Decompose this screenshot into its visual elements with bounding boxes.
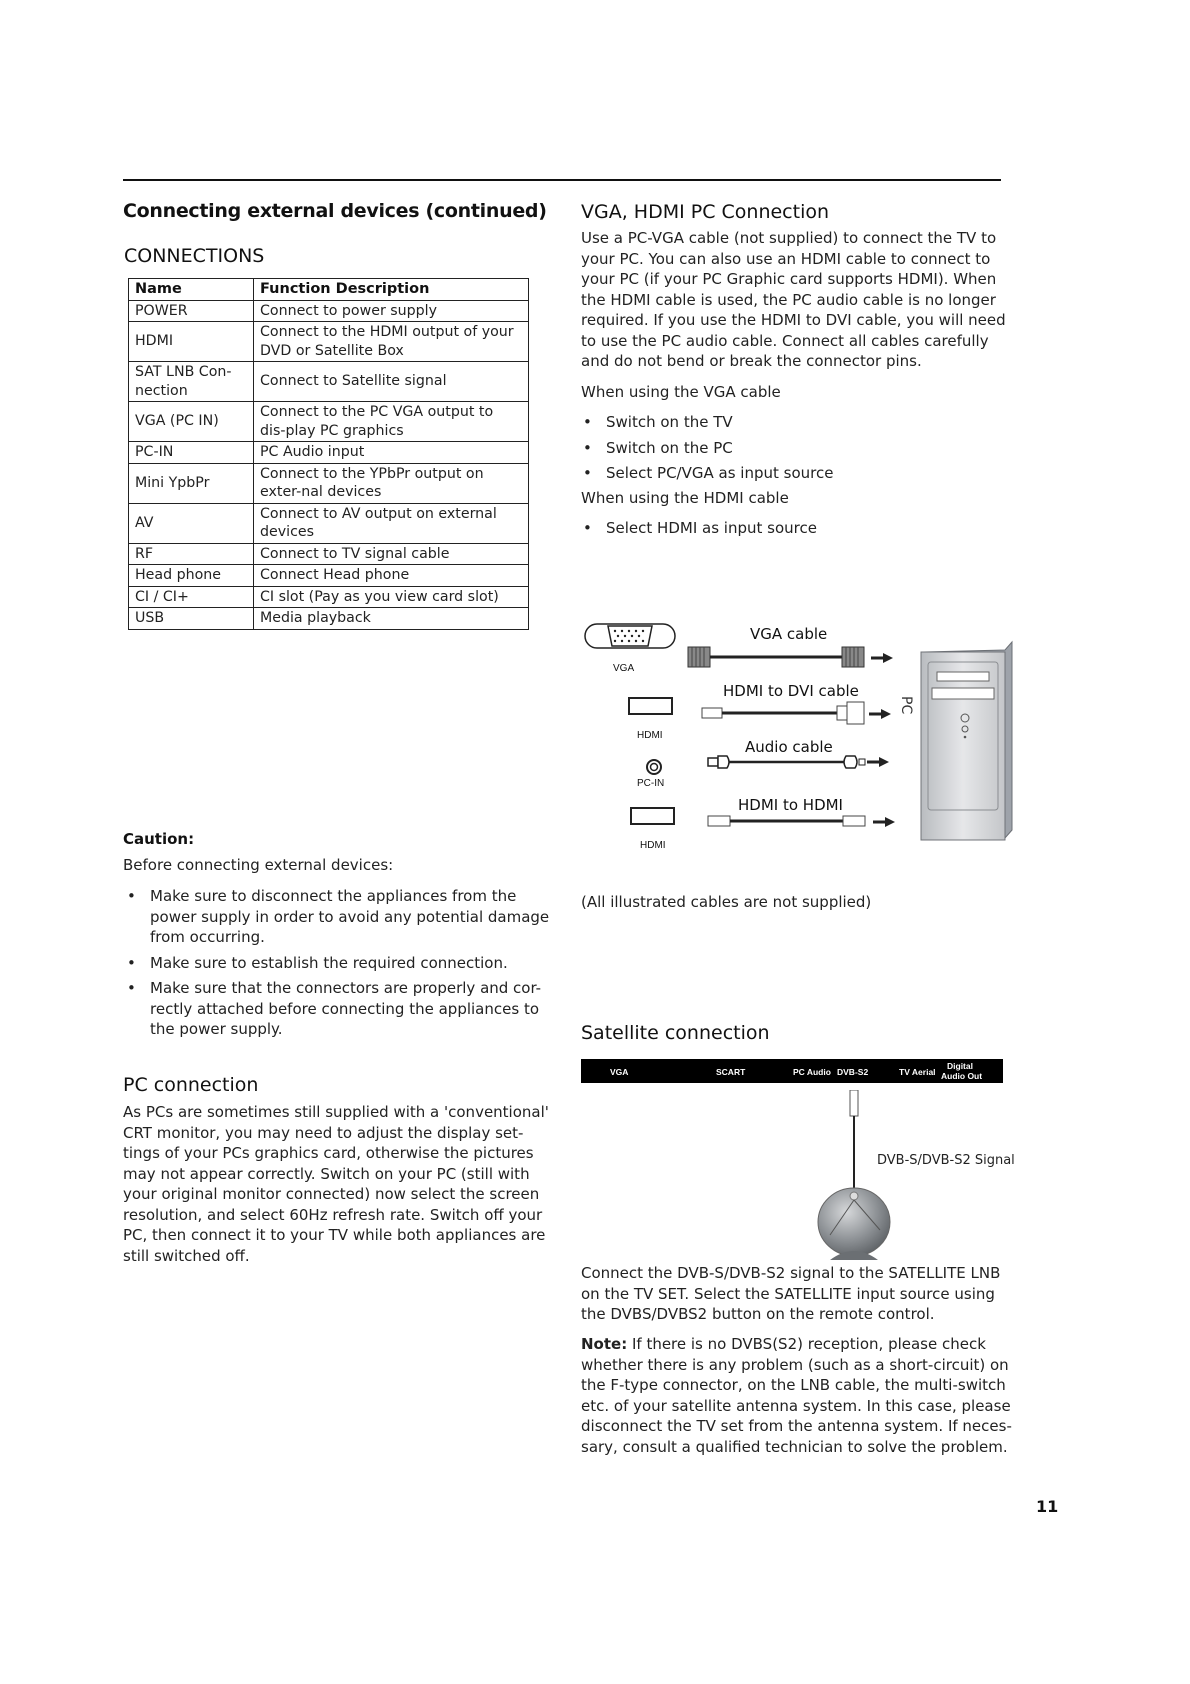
hdmi-intro: When using the HDMI cable: [581, 489, 789, 507]
hdmi-port-icon: [631, 808, 674, 824]
connection-description: Media playback: [254, 608, 529, 630]
satellite-dish-icon: [800, 1090, 920, 1260]
list-item: • Select HDMI as input source: [581, 518, 1001, 539]
table-row: [129, 442, 529, 464]
audio-port-icon: [647, 760, 661, 774]
table-row: [129, 402, 529, 442]
caution-title: Caution:: [123, 830, 195, 848]
vga-steps: [581, 412, 1001, 489]
list-item: • Switch on the TV: [581, 412, 1001, 433]
hdmi-to-dvi-cable-icon: [702, 702, 891, 724]
vga-intro: When using the VGA cable: [581, 383, 781, 401]
panel-port-pc-audio: PC Audio: [793, 1067, 831, 1077]
connection-name: HDMI: [129, 322, 254, 362]
list-item: • Make sure that the connectors are properly and cor-rectly attached before connecting the appliances to the power supply.: [125, 978, 565, 1040]
table-row: [129, 463, 529, 503]
audio-cable-icon: [708, 756, 889, 768]
hdmi-to-hdmi-cable-icon: [708, 816, 895, 827]
connection-description: Connect Head phone: [254, 565, 529, 587]
port-label-vga: VGA: [613, 663, 635, 674]
list-item: • Switch on the PC: [581, 438, 1001, 459]
panel-port-vga: VGA: [610, 1067, 629, 1077]
pc-tower-icon: [921, 642, 1012, 840]
connection-description: Connect to AV output on external devices: [254, 503, 529, 543]
note-label: Note:: [581, 1335, 628, 1353]
satellite-note: [581, 1334, 1021, 1457]
vga-hdmi-body: Use a PC-VGA cable (not supplied) to connect the TV to your PC. You can also use an HDMI cable to connect to your PC (if your PC Graphic card supports HDMI). When the HDMI cable is used, the PC audio cable is no longer required. If you use the HDMI to DVI cable, you will need to use the PC audio cable. Connect all cables carefully and do not bend or break the connector pins.: [581, 229, 1006, 370]
header-rule: [123, 179, 1001, 181]
vga-port-icon: [585, 624, 675, 648]
note-body: If there is no DVBS(S2) reception, please check whether there is any problem (such as a short-circuit) on the F-type connector, on the LNB cable, the multi-switch etc. of your satellite antenna system. In this case, please disconnect the TV set from the antenna system. If neces-sary, consult a qualified technician to solve the problem.: [581, 1335, 1012, 1456]
connection-name: USB: [129, 608, 254, 630]
table-row: [129, 565, 529, 587]
list-item: • Make sure to disconnect the appliances from the power supply in order to avoid any potential damage from occurring.: [125, 886, 565, 948]
pc-connection-body: As PCs are sometimes still supplied with a 'conventional' CRT monitor, you may need to adjust the display set-tings of your PCs graphics card, otherwise the pictures may not appear correctly. Switch on your PC (still with your original monitor connected) now select the screen resolution, and select 60Hz refresh rate. Switch off your PC, then connect it to your TV while both appliances are still switched off.: [123, 1103, 549, 1265]
port-label-hdmi-2: HDMI: [640, 840, 666, 851]
cables-footnote: (All illustrated cables are not supplied): [581, 893, 872, 911]
table-row: [129, 586, 529, 608]
connection-name: RF: [129, 543, 254, 565]
table-row: [129, 608, 529, 630]
connection-name: Mini YpbPr: [129, 463, 254, 503]
list-item: • Make sure to establish the required connection.: [125, 953, 565, 974]
panel-port-audio-out: Audio Out: [941, 1071, 983, 1081]
table-header-row: [129, 279, 529, 301]
hdmi-steps: [581, 518, 1001, 544]
satellite-body: Connect the DVB-S/DVB-S2 signal to the SATELLITE LNB on the TV SET. Select the SATELLITE input source using the DVBS/DVBS2 button on the remote control.: [581, 1264, 1001, 1323]
cable-label-vga: VGA cable: [750, 625, 828, 643]
list-item: • Select PC/VGA as input source: [581, 463, 1001, 484]
connection-description: Connect to TV signal cable: [254, 543, 529, 565]
connection-name: PC-IN: [129, 442, 254, 464]
connection-description: Connect to the HDMI output of your DVD or Satellite Box: [254, 322, 529, 362]
cable-label-hdmi-dvi: HDMI to DVI cable: [723, 682, 859, 700]
table-row: [129, 300, 529, 322]
table-row: [129, 322, 529, 362]
panel-port-digital: Digital: [947, 1061, 973, 1071]
table-row: [129, 543, 529, 565]
connection-description: PC Audio input: [254, 442, 529, 464]
vga-cable-icon: [688, 647, 893, 667]
connection-description: CI slot (Pay as you view card slot): [254, 586, 529, 608]
connection-description: Connect to the PC VGA output to dis-play PC graphics: [254, 402, 529, 442]
page-title: Connecting external devices (continued): [123, 200, 547, 222]
connection-name: Head phone: [129, 565, 254, 587]
connection-name: VGA (PC IN): [129, 402, 254, 442]
hdmi-port-icon: [629, 698, 672, 714]
panel-port-tv-aerial: TV Aerial: [899, 1067, 936, 1077]
connections-table: [128, 278, 529, 630]
port-label-pc-in: PC-IN: [637, 778, 665, 789]
pc-connection-diagram: [575, 610, 1025, 870]
col-name-header: Name: [129, 279, 254, 301]
cable-label-hdmi-hdmi: HDMI to HDMI: [738, 796, 843, 814]
port-label-hdmi: HDMI: [637, 730, 663, 741]
connection-description: Connect to Satellite signal: [254, 362, 529, 402]
pc-label: PC: [898, 696, 914, 715]
pc-connection-heading: PC connection: [123, 1074, 259, 1096]
table-row: [129, 503, 529, 543]
col-desc-header: Function Description: [254, 279, 529, 301]
connection-description: Connect to the YPbPr output on exter-nal devices: [254, 463, 529, 503]
panel-port-dvb-s2: DVB-S2: [837, 1067, 869, 1077]
tv-rear-panel: [581, 1059, 1003, 1083]
signal-label: DVB-S/DVB-S2 Signal: [877, 1153, 1015, 1168]
caution-intro: Before connecting external devices:: [123, 856, 394, 874]
connection-name: CI / CI+: [129, 586, 254, 608]
vga-hdmi-heading: VGA, HDMI PC Connection: [581, 201, 830, 223]
connection-name: POWER: [129, 300, 254, 322]
panel-port-scart: SCART: [716, 1067, 746, 1077]
connection-name: SAT LNB Con-nection: [129, 362, 254, 402]
table-row: [129, 362, 529, 402]
satellite-heading: Satellite connection: [581, 1022, 770, 1044]
connection-description: Connect to power supply: [254, 300, 529, 322]
cable-label-audio: Audio cable: [745, 738, 833, 756]
connections-heading: CONNECTIONS: [124, 245, 265, 267]
connection-name: AV: [129, 503, 254, 543]
caution-list: [125, 886, 565, 1045]
page-number: 11: [1036, 1497, 1059, 1516]
